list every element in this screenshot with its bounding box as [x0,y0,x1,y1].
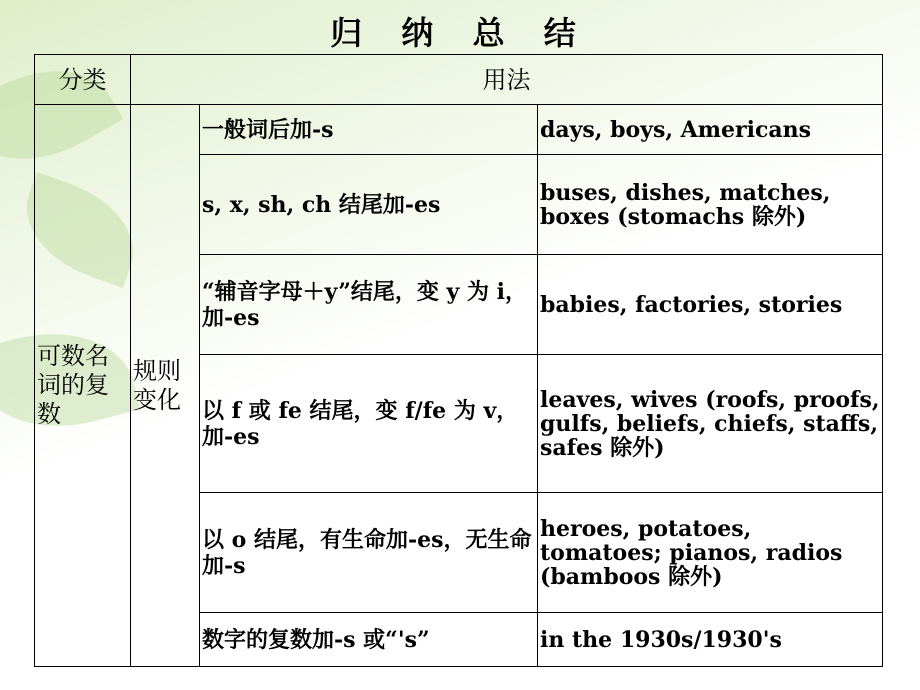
rule-cell: 以 o 结尾，有生命加-es，无生命加-s [200,493,538,613]
subcategory-cell: 规则变化 [131,105,200,667]
examples-cell: days, boys, Americans [538,105,883,155]
rule-cell: 以 f 或 fe 结尾，变 f/fe 为 v，加-es [200,355,538,493]
header-category: 分类 [35,55,131,105]
page-title: 归 纳 总 结 [330,14,590,52]
rule-cell: s, x, sh, ch 结尾加-es [200,155,538,255]
summary-table [34,54,883,667]
rule-cell: 一般词后加-s [200,105,538,155]
examples-cell: leaves, wives (roofs, proofs, gulfs, beliefs, chiefs, staffs, safes 除外) [538,355,883,493]
category-cell: 可数名词的复数 [35,105,131,667]
examples-cell: babies, factories, stories [538,255,883,355]
rule-cell: “辅音字母＋y”结尾，变 y 为 i，加-es [200,255,538,355]
header-usage: 用法 [131,55,883,105]
examples-cell: heroes, potatoes, tomatoes; pianos, radios (bamboos 除外) [538,493,883,613]
rule-cell: 数字的复数加-s 或“'s” [200,613,538,667]
examples-cell: in the 1930s/1930's [538,613,883,667]
examples-cell: buses, dishes, matches, boxes (stomachs 除外) [538,155,883,255]
